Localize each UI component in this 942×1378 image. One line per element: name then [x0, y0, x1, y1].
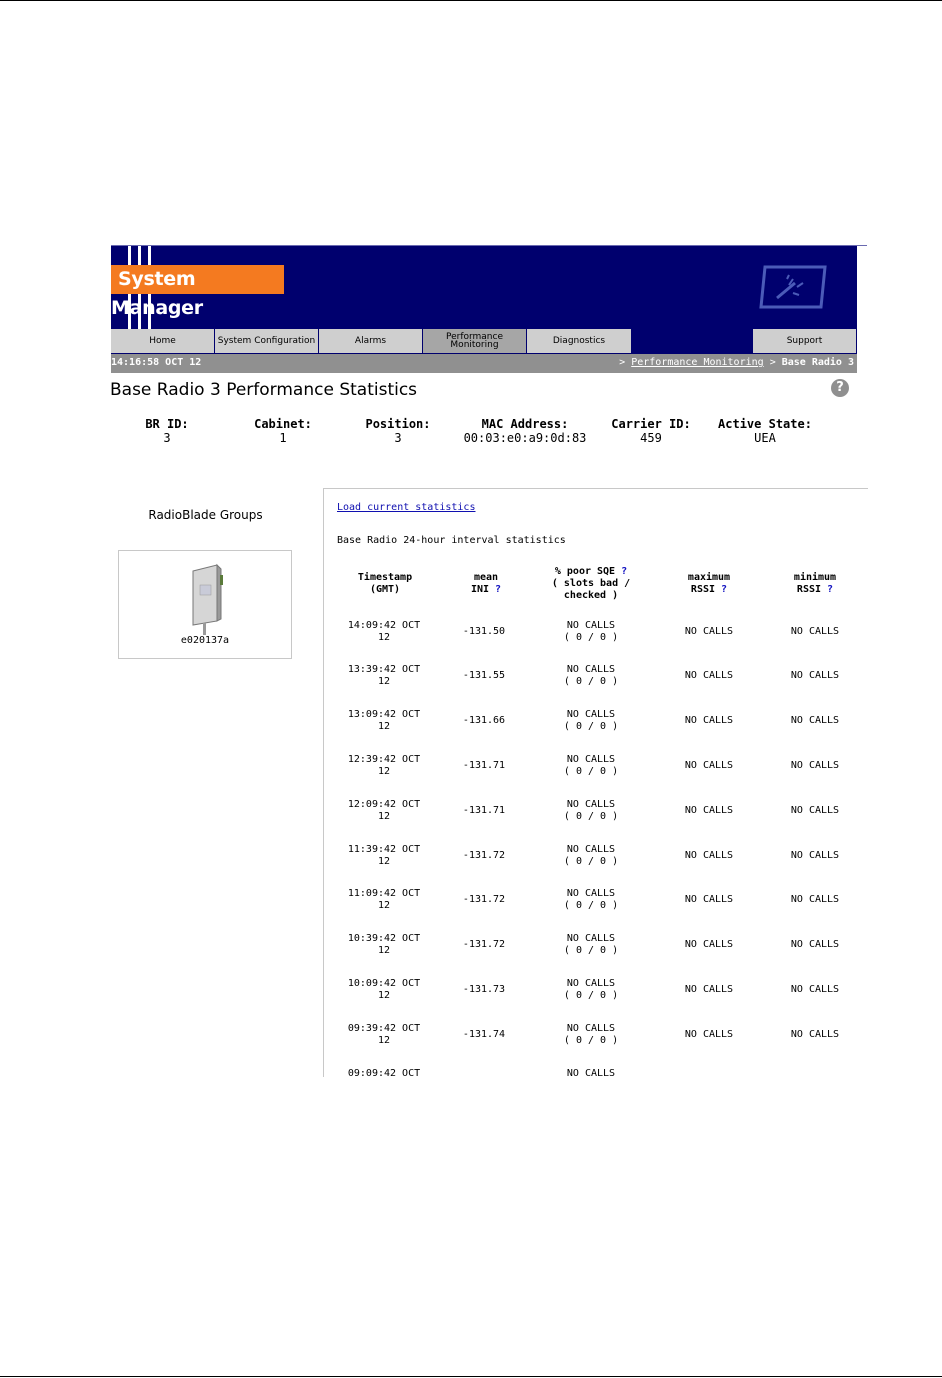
header-line: maximum	[687, 572, 731, 583]
cell-min-rssi: NO CALLS	[790, 894, 840, 905]
header-line: RSSI ?	[690, 584, 728, 595]
cell-sqe: NO CALLS	[566, 888, 616, 899]
tab-label: Home	[149, 336, 176, 346]
cell-timestamp-day: 12	[377, 856, 391, 867]
cell-min-rssi: NO CALLS	[790, 850, 840, 861]
tab-label: Support	[786, 336, 823, 346]
cell-timestamp: 12:09:42 OCT	[347, 799, 421, 810]
cell-mean-ini: -131.72	[462, 894, 506, 905]
cell-min-rssi: NO CALLS	[790, 984, 840, 995]
cell-sqe-ratio: ( 0 / 0 )	[563, 900, 619, 911]
cell-sqe-ratio: ( 0 / 0 )	[563, 632, 619, 643]
cell-mean-ini: -131.71	[462, 760, 506, 771]
breadcrumb	[619, 357, 854, 368]
help-question-icon[interactable]: ?	[721, 584, 728, 595]
help-question-icon[interactable]: ?	[827, 584, 834, 595]
cell-timestamp-day: 12	[377, 900, 391, 911]
top-rule	[0, 0, 942, 1]
header-line: mean	[473, 572, 499, 583]
cell-timestamp: 13:09:42 OCT	[347, 709, 421, 720]
cell-max-rssi: NO CALLS	[684, 984, 734, 995]
partial-table-row	[324, 1068, 867, 1076]
cell-min-rssi: NO CALLS	[790, 939, 840, 950]
radioblade-groups-title: RadioBlade Groups	[148, 508, 263, 522]
cell-mean-ini: -131.72	[462, 850, 506, 861]
cell-timestamp-day: 12	[377, 1035, 391, 1046]
cell-max-rssi: NO CALLS	[684, 805, 734, 816]
cell-mean-ini: -131.71	[462, 805, 506, 816]
cell-timestamp: 10:09:42 OCT	[347, 978, 421, 989]
tab-performance-monitoring[interactable]	[423, 329, 527, 353]
cell-timestamp: 09:39:42 OCT	[347, 1023, 421, 1034]
cell-timestamp: 11:39:42 OCT	[347, 844, 421, 855]
statistics-caption: Base Radio 24-hour interval statistics	[337, 535, 566, 546]
col-header-max-rssi	[659, 572, 759, 596]
cell-timestamp-day: 12	[377, 945, 391, 956]
cell-max-rssi: NO CALLS	[684, 894, 734, 905]
cell-sqe-ratio: ( 0 / 0 )	[563, 811, 619, 822]
cell-timestamp-day: 12	[377, 721, 391, 732]
cell-sqe: NO CALLS	[566, 1068, 616, 1076]
cell-mean-ini: -131.73	[462, 984, 506, 995]
tab-support[interactable]	[753, 329, 857, 353]
cell-sqe: NO CALLS	[566, 709, 616, 720]
cell-sqe: NO CALLS	[566, 754, 616, 765]
cell-sqe: NO CALLS	[566, 844, 616, 855]
cell-timestamp-day: 12	[377, 676, 391, 687]
info-value: UEA	[754, 431, 776, 445]
monitor-logo-icon	[759, 265, 827, 309]
cell-sqe: NO CALLS	[566, 1023, 616, 1034]
info-label: Position:	[365, 417, 431, 431]
help-question-icon[interactable]: ?	[495, 584, 502, 595]
cell-sqe: NO CALLS	[566, 664, 616, 675]
cell-max-rssi: NO CALLS	[684, 939, 734, 950]
cell-sqe: NO CALLS	[566, 978, 616, 989]
info-label: Cabinet:	[254, 417, 312, 431]
cell-min-rssi: NO CALLS	[790, 1029, 840, 1040]
info-value: 3	[394, 431, 402, 445]
info-label: MAC Address:	[481, 417, 569, 431]
info-value: 459	[640, 431, 662, 445]
cell-timestamp: 11:09:42 OCT	[347, 888, 421, 899]
cell-mean-ini: -131.55	[462, 670, 506, 681]
info-value: 00:03:e0:a9:0d:83	[463, 431, 587, 445]
bottom-rule	[0, 1376, 942, 1377]
info-label: Active State:	[718, 417, 812, 431]
cell-timestamp: 09:09:42 OCT	[347, 1068, 421, 1076]
cell-sqe-ratio: ( 0 / 0 )	[563, 766, 619, 777]
col-header-poor-sqe	[536, 566, 646, 602]
breadcrumb-current: Base Radio 3	[781, 357, 854, 368]
tab-system-configuration[interactable]	[215, 329, 319, 353]
cell-timestamp-day: 12	[377, 766, 391, 777]
cell-min-rssi: NO CALLS	[790, 760, 840, 771]
cell-min-rssi: NO CALLS	[790, 715, 840, 726]
radioblade-device-icon	[187, 563, 227, 635]
col-header-min-rssi	[765, 572, 865, 596]
info-value: 1	[279, 431, 287, 445]
header-line: INI ?	[470, 584, 502, 595]
header-line: (GMT)	[369, 584, 401, 595]
cell-sqe-ratio: ( 0 / 0 )	[563, 676, 619, 687]
info-label: Carrier ID:	[611, 417, 691, 431]
cell-max-rssi: NO CALLS	[684, 1029, 734, 1040]
brand-logo[interactable]: System Manager	[111, 265, 284, 294]
cell-timestamp-day: 12	[377, 990, 391, 1001]
cell-min-rssi: NO CALLS	[790, 626, 840, 637]
cell-sqe-ratio: ( 0 / 0 )	[563, 1035, 619, 1046]
info-active-state	[695, 417, 835, 445]
cell-mean-ini: -131.50	[462, 626, 506, 637]
cell-sqe-ratio: ( 0 / 0 )	[563, 945, 619, 956]
clock: 14:16:58 OCT 12	[111, 357, 202, 368]
cell-timestamp: 14:09:42 OCT	[347, 620, 421, 631]
cell-timestamp-day: 12	[377, 811, 391, 822]
header-line: % poor SQE ?	[554, 566, 628, 577]
cell-timestamp: 13:39:42 OCT	[347, 664, 421, 675]
cell-max-rssi: NO CALLS	[684, 760, 734, 771]
device-label[interactable]: e020137a	[180, 635, 230, 646]
breadcrumb-separator: >	[769, 357, 776, 368]
breadcrumb-separator: >	[619, 357, 626, 368]
help-icon[interactable]: ?	[831, 379, 849, 397]
cell-max-rssi: NO CALLS	[684, 626, 734, 637]
tab-diagnostics[interactable]	[527, 329, 632, 353]
cell-mean-ini: -131.72	[462, 939, 506, 950]
cell-timestamp-day: 12	[377, 632, 391, 643]
cell-max-rssi: NO CALLS	[684, 850, 734, 861]
cell-sqe: NO CALLS	[566, 799, 616, 810]
cell-mean-ini: -131.74	[462, 1029, 506, 1040]
tab-alarms[interactable]	[319, 329, 423, 353]
tab-label: Diagnostics	[552, 336, 606, 346]
cell-sqe: NO CALLS	[566, 933, 616, 944]
cell-sqe-ratio: ( 0 / 0 )	[563, 990, 619, 1001]
col-header-timestamp	[335, 572, 435, 596]
header-line: Timestamp	[357, 572, 413, 583]
header-line: ( slots bad /	[551, 578, 631, 589]
tab-home[interactable]	[111, 329, 215, 353]
breadcrumb-link-performance-monitoring[interactable]: Performance Monitoring	[631, 357, 764, 368]
cell-max-rssi: NO CALLS	[684, 670, 734, 681]
tab-label: Alarms	[354, 336, 387, 346]
info-label: BR ID:	[145, 417, 189, 431]
cell-sqe-ratio: ( 0 / 0 )	[563, 721, 619, 732]
cell-timestamp: 12:39:42 OCT	[347, 754, 421, 765]
cell-sqe-ratio: ( 0 / 0 )	[563, 856, 619, 867]
tab-label: Performance Monitoring	[445, 332, 504, 350]
cell-sqe: NO CALLS	[566, 620, 616, 631]
header-line: minimum	[793, 572, 837, 583]
cell-mean-ini: -131.66	[462, 715, 506, 726]
page-title: Base Radio 3 Performance Statistics	[110, 380, 418, 400]
load-current-statistics-link[interactable]: Load current statistics	[337, 502, 476, 513]
help-question-icon[interactable]: ?	[621, 566, 628, 577]
header-line: checked )	[563, 590, 619, 601]
cell-timestamp: 10:39:42 OCT	[347, 933, 421, 944]
cell-min-rssi: NO CALLS	[790, 670, 840, 681]
col-header-mean-ini	[446, 572, 526, 596]
tab-label: System Configuration	[217, 336, 316, 346]
cell-min-rssi: NO CALLS	[790, 805, 840, 816]
header-line: RSSI ?	[796, 584, 834, 595]
cell-max-rssi: NO CALLS	[684, 715, 734, 726]
info-value: 3	[163, 431, 171, 445]
